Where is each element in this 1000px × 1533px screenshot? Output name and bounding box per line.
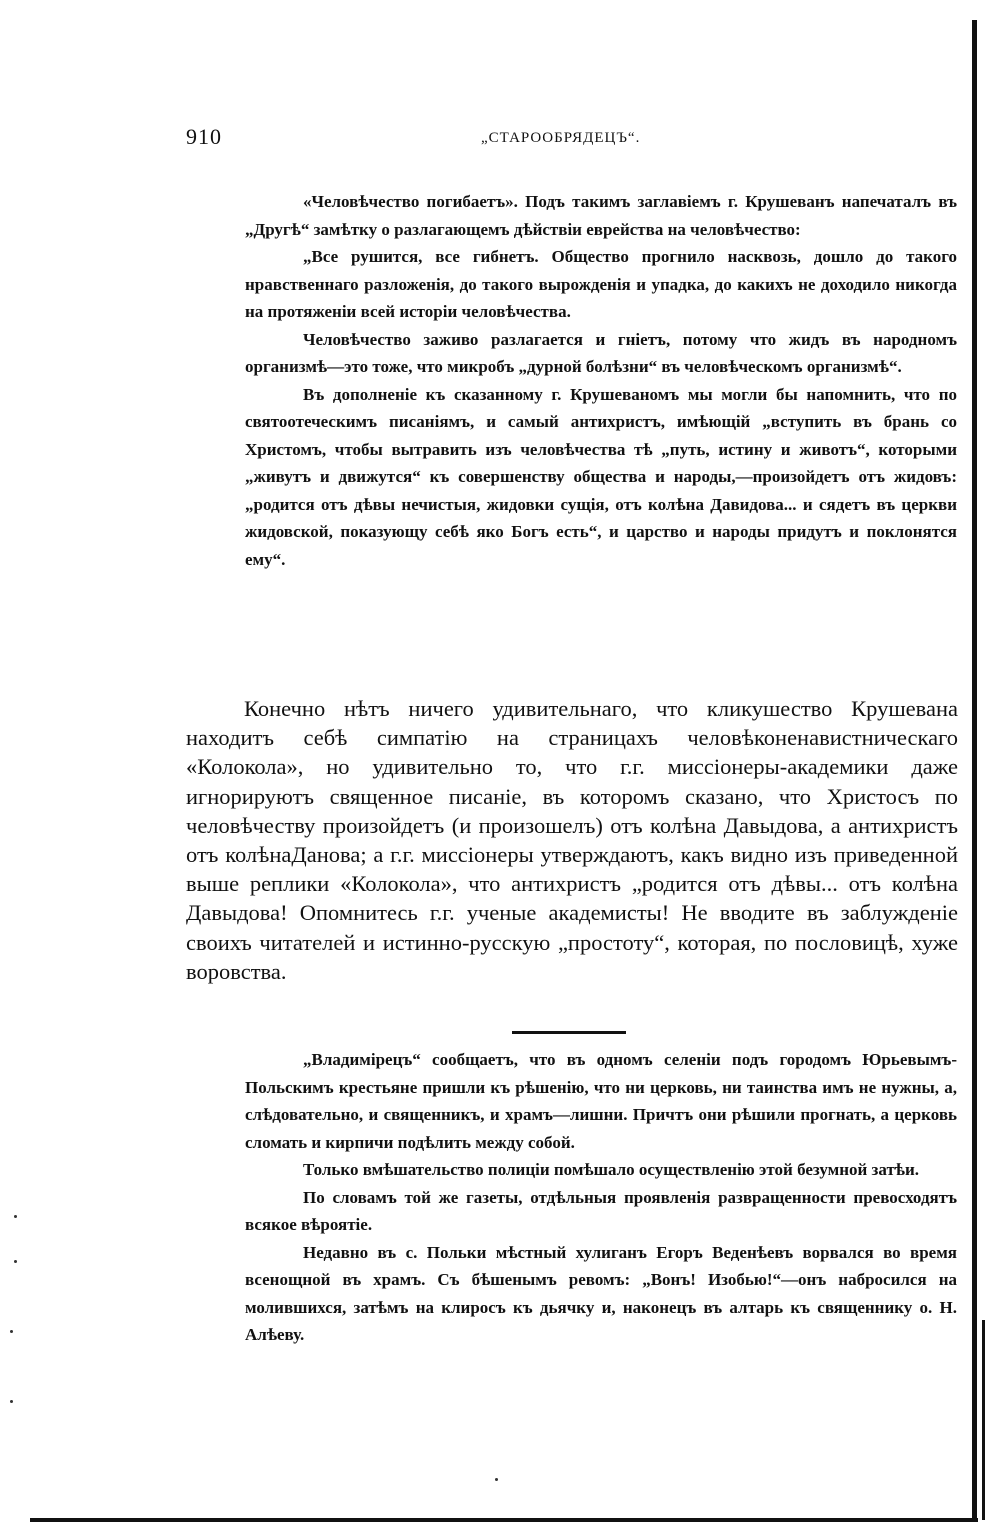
paragraph: Человѣчество заживо разлагается и гніетъ, потому что жидъ въ народномъ организмѣ—это тоже, что микробъ „дурной болѣзни“ въ человѣческомъ организмѣ“. bbox=[245, 329, 957, 376]
margin-speck bbox=[495, 1478, 498, 1481]
section-divider bbox=[512, 1031, 626, 1034]
commentary-section bbox=[186, 694, 958, 986]
margin-speck bbox=[10, 1330, 13, 1333]
paragraph: „Все рушится, все гибнетъ. Общество прогнило насквозь, дошло до такого нравственнаго разложенія, до такого вырожденія и упадка, до какихъ не доходило никогда на протяженіи всей исторіи человѣчества. bbox=[245, 247, 957, 321]
running-title: „СТАРООБРЯДЕЦЪ“. bbox=[481, 130, 641, 146]
page-header bbox=[186, 124, 956, 154]
quoted-section-krushevan bbox=[245, 188, 957, 573]
paragraph: «Человѣчество погибаетъ». Подъ такимъ заглавіемъ г. Крушеванъ напечаталъ въ „Другѣ“ замѣтку о разлагающемъ дѣйствіи еврейства на человѣчество: bbox=[245, 192, 957, 239]
paragraph: Конечно нѣтъ ничего удивительнаго, что кликушество Крушевана находитъ себѣ симпатію на страницахъ человѣконенавистническаго «Колокола», но удивительно то, что г.г. миссіонеры-академики даже игнорируютъ священное писаніе, въ которомъ сказано, что Христосъ по человѣчеству произойдетъ (и произошелъ) отъ колѣна Давыдова, а антихристъ отъ колѣнаДанова; а г.г. миссіонеры утверждаютъ, какъ видно изъ приведенной выше реплики «Колокола», что антихристъ „родится отъ дѣвы... отъ колѣна Давыдова! Опомнитесь г.г. ученые академисты! Не вводите въ заблужденіе своихъ читателей и истинно-русскую „простоту“, которая, по пословицѣ, хуже воровства. bbox=[186, 696, 958, 984]
margin-speck bbox=[10, 1400, 13, 1403]
paragraph: „Владимірецъ“ сообщаетъ, что въ одномъ селеніи подъ городомъ Юрьевымъ-Польскимъ крестьяне пришли къ рѣшенію, что ни церковь, ни таинства имъ не нужны, а, слѣдовательно, и священникъ, и храмъ—лишни. Причтъ они рѣшили прогнать, а церковь сломать и кирпичи подѣлить между собой. bbox=[245, 1050, 957, 1152]
page-bottom-rule bbox=[30, 1518, 978, 1522]
paragraph: Въ дополненіе къ сказанному г. Крушеваномъ мы могли бы напомнить, что по святоотеческимъ писаніямъ, и самый антихристъ, имѣющій „вступить въ брань со Христомъ, чтобы вытравить изъ человѣчества тѣ „путь, истину и животъ“, которыми „живутъ и движутся“ къ совершенству общества и народы,—произойдетъ отъ жидовъ: „родится отъ дѣвы нечистыя, жидовки сущія, отъ колѣна Давидова... и сядетъ въ церкви жидовской, показующу себѣ яко Богъ есть“, и царство и народы придутъ и поклонятся ему“. bbox=[245, 384, 957, 569]
page-edge-rule-inner bbox=[982, 1320, 985, 1520]
paragraph: По словамъ той же газеты, отдѣльныя проявленія развращенности превосходятъ всякое вѣроятіе. bbox=[245, 1187, 957, 1234]
page-number: 910 bbox=[186, 124, 222, 149]
paragraph: Только вмѣшательство полиціи помѣшало осуществленію этой безумной затѣи. bbox=[303, 1160, 920, 1179]
margin-speck bbox=[14, 1215, 17, 1218]
news-section-vladimirets bbox=[245, 1046, 957, 1349]
page-edge-rule bbox=[972, 20, 977, 1520]
paragraph: Недавно въ с. Польки мѣстный хулиганъ Егоръ Веденѣевъ ворвался во время всенощной въ храмъ. Съ бѣшенымъ ревомъ: „Вонъ! Изобью!“—онъ набросился на молившихся, затѣмъ на клиросъ къ дьячку и, наконецъ въ алтарь къ священнику о. Н. Алѣеву. bbox=[245, 1242, 957, 1344]
margin-speck bbox=[14, 1260, 17, 1263]
